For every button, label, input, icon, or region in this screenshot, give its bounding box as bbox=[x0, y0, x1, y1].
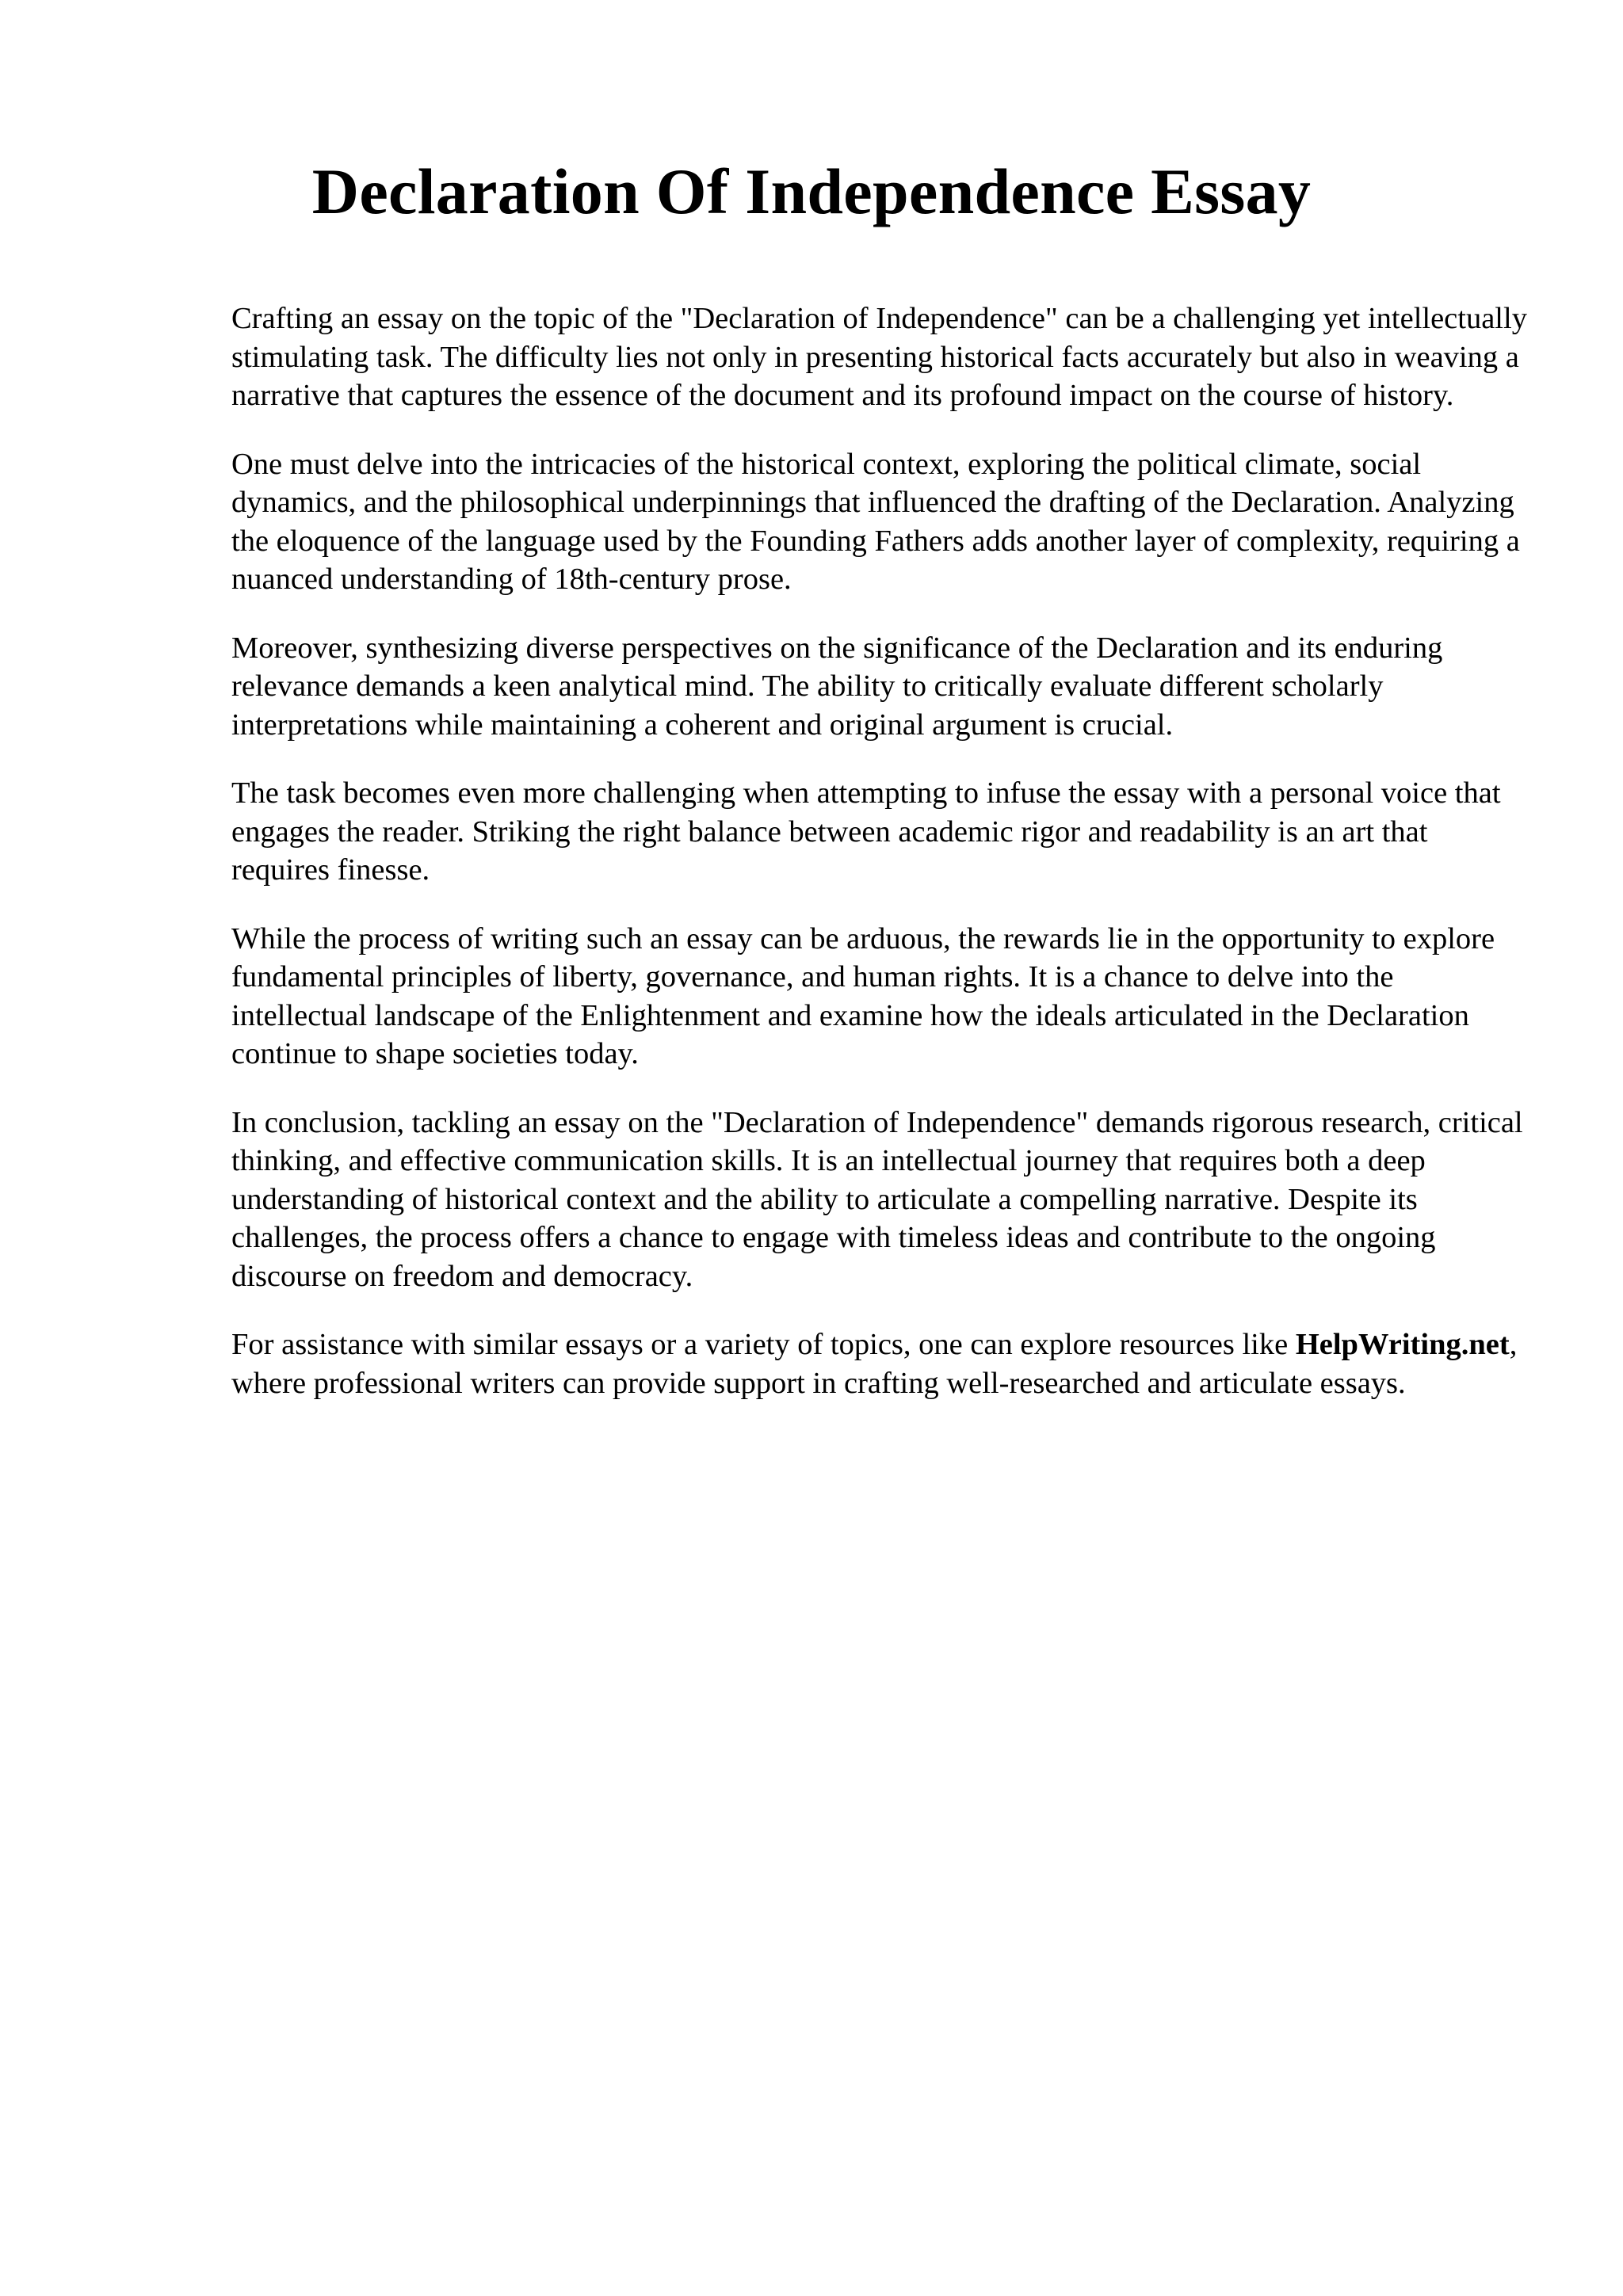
closing-text-after: , where professional writers can provide support in crafting well-researched and articulate essays. bbox=[231, 1328, 1518, 1400]
essay-body bbox=[231, 299, 1531, 1432]
paragraph-rewards: While the process of writing such an essay can be arduous, the rewards lie in the opportunity to explore fundamental principles of liberty, governance, and human rights. It is a chance to delve into the intellectual landscape of the Enlightenment and examine how the ideals articulated in the Declaration continue to shape societies today. bbox=[231, 921, 1495, 1070]
paragraph-closing bbox=[231, 1325, 1531, 1402]
paragraph-perspectives: Moreover, synthesizing diverse perspectives on the significance of the Declaration and its enduring relevance demands a keen analytical mind. The ability to critically evaluate different scholarly interpretations while maintaining a coherent and original argument is crucial. bbox=[231, 631, 1443, 742]
paragraph-intro: Crafting an essay on the topic of the "Declaration of Independence" can be a challenging yet intellectually stimulating task. The difficulty lies not only in presenting historical facts accurately but also in weaving a narrative that captures the essence of the document and its profound impact on the course of history. bbox=[231, 302, 1527, 412]
page-title: Declaration Of Independence Essay bbox=[311, 155, 1312, 227]
paragraph-conclusion: In conclusion, tackling an essay on the "Declaration of Independence" demands rigorous research, critical thinking, and effective communication skills. It is an intellectual journey that requires both a deep understanding of historical context and the ability to articulate a compelling narrative. Despite its challenges, the process offers a chance to engage with timeless ideas and contribute to the ongoing discourse on freedom and democracy. bbox=[231, 1105, 1523, 1293]
closing-text-before: For assistance with similar essays or a variety of topics, one can explore resources like bbox=[231, 1328, 1296, 1361]
helpwriting-brand: HelpWriting.net bbox=[1295, 1328, 1510, 1361]
paragraph-context: One must delve into the intricacies of the historical context, exploring the political climate, social dynamics, and the philosophical underpinnings that influenced the drafting of the Declaration. Analyzing the eloquence of the language used by the Founding Fathers adds another layer of complexity, requiring a nuanced understanding of 18th-century prose. bbox=[231, 447, 1520, 596]
paragraph-voice: The task becomes even more challenging when attempting to infuse the essay with a personal voice that engages the reader. Striking the right balance between academic rigor and readability is an art that requires finesse. bbox=[231, 776, 1501, 887]
